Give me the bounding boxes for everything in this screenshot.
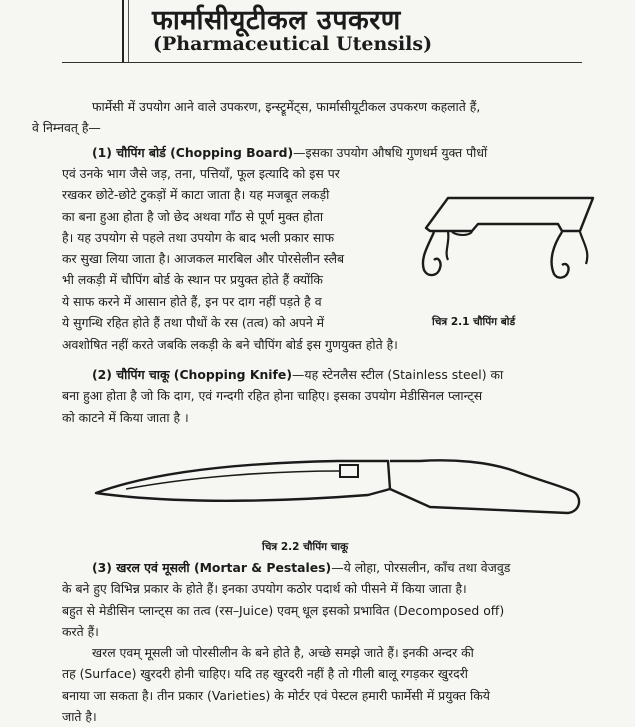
- section1-heading-line: [62, 142, 582, 163]
- section3-lead: —ये लोहा, पोरसलीन, काँच तथा वेजवुड: [331, 560, 511, 575]
- section1-line: का बना हुआ होता है जो छेद अथवा गाँठ से पूर्ण मुक्त होता: [62, 208, 324, 224]
- section4-line: जाते है।: [62, 708, 97, 724]
- section3-line: के बने हुए विभिन्न प्रकार के होते हैं। इनका उपयोग कठोर पदार्थ को पीसने में किया जाता है।: [62, 581, 467, 597]
- section4-line: बनाया जा सकता है। तीन प्रकार (Varieties) के मोर्टर एवं पेस्टल हमारी फार्मेसी में प्रयुक्त किये: [62, 687, 490, 703]
- section2-line: को काटने में किया जाता है ।: [62, 409, 189, 425]
- section1-line: भी लकड़ी में चौपिंग बोर्ड के स्थान पर प्रयुक्त होते हैं क्योंकि: [62, 272, 323, 288]
- section2-lead: —यह स्टेनलैस स्टील (Stainless steel) का: [292, 367, 504, 382]
- section2-heading: (2) चौपिंग चाकू (Chopping Knife): [92, 367, 292, 382]
- section1-body: [62, 163, 397, 333]
- section3-line: करते हैं।: [62, 623, 99, 639]
- chopping-board-illustration: [408, 186, 608, 296]
- header-divider: [62, 62, 582, 63]
- section1-line: ये सुगन्धि रहित होते हैं तथा पौधों के रस (तत्व) को अपने में: [62, 315, 325, 331]
- section1-heading: (1) चौपिंग बोर्ड (Chopping Board): [92, 145, 294, 160]
- section1-line: एवं उनके भाग जैसे जड़, तना, पत्तियाँ, फूल इत्यादि को इस पर: [62, 166, 340, 181]
- section2-line: बना हुआ होता है जो कि दाग, एवं गन्दगी रहित होना चाहिए। इसका उपयोग मेडीसिनल प्लान्ट्स: [62, 388, 483, 404]
- section4-paragraph: [62, 642, 582, 727]
- section3-line: बहुत से मेडीसिन प्लान्ट्स का तत्व (रस–Juice) एवम् धूल इसको प्रभावित (Decomposed off): [62, 602, 505, 618]
- section4-line: तह (Surface) खुरदरी होनी चाहिए। यदि तह खुरदरी नहीं है तो गीली बालू रगड़कर खुरदरी: [62, 666, 468, 682]
- intro-line-1: फार्मेसी में उपयोग आने वाले उपकरण, इन्स्ट्रूमेंट्स, फार्मासीयूटीकल उपकरण कहलाते हैं,: [92, 99, 481, 114]
- section2-paragraph: [62, 364, 582, 428]
- intro-paragraph: [32, 96, 582, 139]
- section1-line: कर सुखा लिया जाता है। आजकल मारबिल और पोरसेलीन स्लैब: [62, 251, 345, 267]
- section1-line: ये साफ करने में आसान होते हैं, इन पर दाग नहीं पड़ते है व: [62, 293, 322, 309]
- section1-lead: —इसका उपयोग औषधि गुणधर्म युक्त पौधों: [293, 145, 488, 160]
- margin-rule: [122, 0, 124, 62]
- section3-heading: (3) खरल एवं मूसली (Mortar & Pestales): [92, 560, 332, 575]
- chapter-title: फार्मासीयूटीकल उपकरण: [152, 5, 401, 36]
- intro-line-2: वे निम्नवत् है—: [32, 120, 101, 136]
- chapter-subtitle: (Pharmaceutical Utensils): [153, 33, 433, 55]
- figure-2-2-caption: चित्र 2.2 चौपिंग चाकू: [262, 541, 349, 553]
- section3-paragraph: [62, 557, 582, 642]
- chopping-knife-illustration: [90, 455, 605, 525]
- figure-2-1-caption: चित्र 2.1 चौपिंग बोर्ड: [432, 316, 516, 328]
- margin-rule-thin: [128, 0, 129, 62]
- section1-line: है। यह उपयोग से पहले तथा उपयोग के बाद भली प्रकार साफ: [62, 229, 335, 245]
- section1-line: रखकर छोटे-छोटे टुकड़ों में काटा जाता है। यह मजबूत लकड़ी: [62, 187, 330, 203]
- section1-last-line: अवशोषित नहीं करते जबकि लकड़ी के बने चौपिंग बोर्ड इस गुणयुक्त होते है।: [62, 337, 398, 352]
- section4-line: खरल एवम् मूसली जो पोरसीलीन के बने होते है, अच्छे समझे जाते हैं। इनकी अन्दर की: [92, 645, 474, 660]
